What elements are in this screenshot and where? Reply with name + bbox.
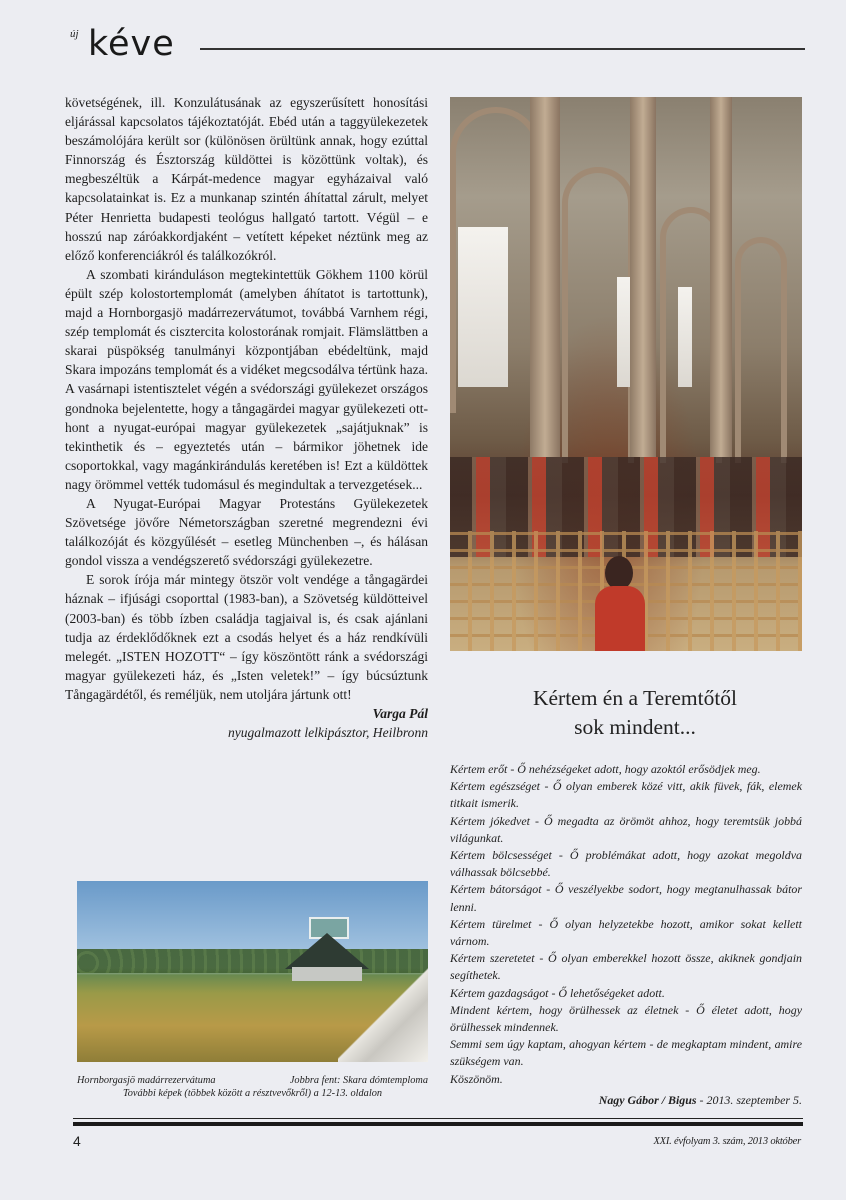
article-paragraph: E sorok írója már mintegy ötször volt vendége a tångagärdei háznak – ifjúsági csoporttal (1983-ban), a Szövetség küldötteivel (2003-ban) és több ízben családja tagjaival is, és csak ajánlani tudja az érdeklődőknek ezt a csodás helyet és a ház rendkívüli melegét. „ISTEN HOZOTT“ – így köszöntött ránk a svédországi magyar gyülekezeti ház, és „Isten veletek!” – így búcsúztunk Tångagärdétől, és reméljük, nem utoljára jártunk ott!	[65, 572, 428, 702]
masthead-rule	[200, 48, 805, 50]
pillar	[710, 97, 732, 457]
masthead-title: kéve	[88, 24, 175, 64]
window	[617, 277, 631, 387]
article-body	[65, 93, 428, 742]
poem-line: Köszönöm.	[450, 1071, 503, 1086]
pillar	[530, 97, 560, 457]
article-signature	[65, 704, 428, 742]
poem-signature	[450, 1092, 802, 1109]
masthead	[60, 22, 805, 67]
footer-rule	[73, 1118, 803, 1119]
pillar	[630, 97, 656, 457]
window	[678, 287, 692, 387]
photo-caption	[77, 1074, 428, 1100]
poem-title: Kértem én a Teremtőtől sok mindent...	[532, 686, 738, 739]
poem-line: Mindent kértem, hogy örülhessek az életnek - Ő életet adott, hogy örülhessek mindennek.	[450, 1002, 802, 1035]
poem-line: Kértem bátorságot - Ő veszélyekbe sodort, hogy megtanulhassak bátor lenni.	[450, 882, 802, 914]
poem-line: Kértem egészséget - Ő olyan emberek közé vitt, akik füvek, fák, elemek titkait ismerik.	[450, 779, 802, 811]
poem-date: - 2013. szeptember 5.	[696, 1092, 802, 1107]
poem-line: Kértem jókedvet - Ő megadta az örömöt ahhoz, hogy teremtsük jobbá világunkat.	[450, 813, 802, 845]
author-name: Varga Pál	[372, 706, 428, 721]
boardwalk-railing	[338, 942, 428, 1062]
article-paragraph: A szombati kiránduláson megtekintettük Gökhem 1100 körül épült szép kolostortemplomát (amelyben áhítatot is tartottunk), majd a Hornborgasjö madárrezervátumot, továbbá Varnhem régi, szép templomát és cisztercita kolostorának romjait. Flämslättben a skarai püspökség tanulmányi központjában ebédeltünk, majd Skara impozáns templomát és a vidéket megcsodálva tértünk haza. A vasárnapi istentisztelet végén a svédországi gyülekezet országos gondnoka bejelentette, hogy a tångagärdei magyar gyülekezeti otthont a nyugat-európai magyar gyülekezetek „sajátjuknak” is tekinthetik és – egyeztetés után – bármikor jöhetnek ide csoportokkal, vagy magánkirándulás keretében is! Ezt a küldöttek nagy örömmel vették tudomásul és megindultak a tervezgetések...	[65, 266, 428, 492]
footer-rule-thick	[73, 1122, 803, 1126]
poem-line: Kértem gazdagságot - Ő lehetőségeket adott.	[450, 985, 665, 1000]
author-role: nyugalmazott lelkipásztor, Heilbronn	[227, 725, 428, 741]
article-paragraph: A Nyugat-Európai Magyar Protestáns Gyülekezetek Szövetsége jövőre Németországban szeretné megrendezni évi találkozóját és közgyűlését – esetleg Münchenben –, és hálásan gondol vissza a vendégszerető svédországi gyülekezetre.	[65, 495, 428, 569]
masthead-prefix: új	[70, 28, 79, 40]
poem-body	[450, 761, 802, 1109]
arch	[735, 237, 787, 463]
arch	[450, 107, 542, 413]
caption-left: Hornborgasjö madárrezervátuma	[77, 1075, 216, 1086]
poem-line: Kértem erőt - Ő nehézségeket adott, hogy azoktól erősödjek meg.	[450, 762, 761, 776]
caption-line2: További képek (többek között a résztvevőkről) a 12-13. oldalon	[123, 1088, 382, 1099]
caption-right: Jobbra fent: Skara dómtemploma	[289, 1075, 428, 1086]
bird-reserve-photo	[77, 881, 428, 1062]
poem-line: Kértem bölcsességet - Ő problémákat adott, hogy azokat megoldva válhassak bölcsebbé.	[450, 848, 802, 880]
poem-author: Nagy Gábor / Bigus	[598, 1092, 697, 1107]
cathedral-photo	[450, 97, 802, 651]
seated-person	[595, 556, 645, 651]
issue-info: XXI. évfolyam 3. szám, 2013 október	[653, 1136, 801, 1147]
page-number: 4	[73, 1133, 81, 1149]
article-paragraph: követségének, ill. Konzulátusának az egyszerűsített honosítási eljárással kapcsolatos tájékoztatóját. Ebéd után a taggyülekezetek beszámolójára került sor (különösen örültünk annak, hogy ezúttal Finnország és Észtország küldöttei is közöttünk voltak), és megbeszéltük a Kárpát-medence magyar egyházaival való kapcsolatainkat is. Ez a munkanap szintén áhítattal zárult, melyet Péter Henrietta budapesti teológus hallgató tartott. Végül – e hosszú nap záróakkordjaként – vetített képeket néztünk meg az előző konferenciákról és találkozókról.	[65, 95, 428, 263]
poem-line: Kértem szeretetet - Ő olyan emberekkel hozott össze, akiknek gondjain segíthetek.	[450, 951, 802, 983]
poem-line: Kértem türelmet - Ő olyan helyzetekbe hozott, amikor sokat kellett várnom.	[450, 916, 802, 949]
poem-line: Semmi sem úgy kaptam, ahogyan kértem - de megkaptam mindent, amire szükségem van.	[450, 1037, 802, 1069]
